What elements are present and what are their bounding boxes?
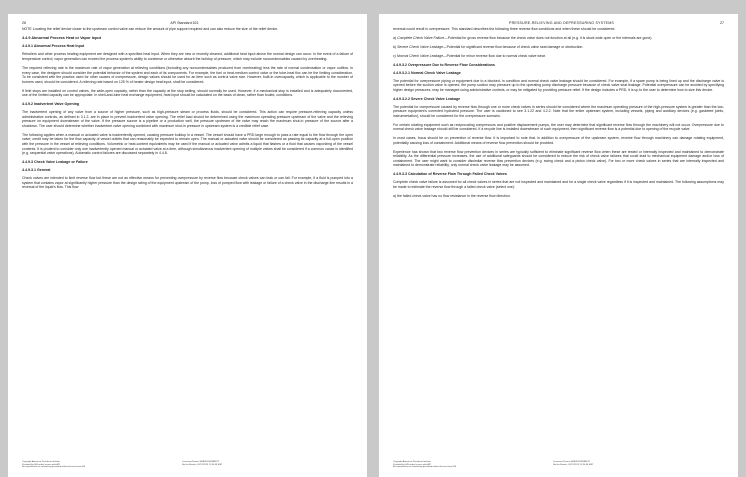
subsection-heading: 4.4.9.3 Check Valve Leakage or Failure [22, 160, 88, 165]
list-item-term: a) Complete Check Valve Failure [393, 35, 445, 40]
left-page [8, 14, 367, 477]
paragraph: The inadvertent opening of any valve from a source of higher pressure, such as high-pressure steam or process fluids, should be considered. This action can require pressure-relieving capacity unless administrative controls, as defined in 3.1.2, are in place to prevent inadvertent valve opening. The relief load should be determined using the maximum operating pressure upstream of the valve and the relieving pressure on equipment downstream of the valve. If the pressure source is a pipeline or a production well, the pressure upstream of the valve may reach the maximum shut-in pressure of the source after a shutdown. The user should determine whether inadvertent valve opening combined with maximum shut-in pressure in upstream system is a credible relief case. [22, 110, 353, 128]
page-number: 27 [720, 21, 724, 25]
paragraph: The potential for overpressure piping or equipment due to a blocked- in condition and normal check valve leakage should be considered. For example, if a spare pump is being lined up and the discharge valve is opened before the suction valve is opened, the pump suction may pressure up to the operating pump discharge pressure because of check valve seat leakage. Potential overpressure can be avoided by specifying higher design pressures, may be managed using administrative controls, or may be mitigated by providing pressure relief. If the design includes a PRD, it is up to the user to determine how to size this device. [393, 78, 724, 92]
paragraph: The potential for overpressure caused by reverse flow through one or more check valves in series should be considered where the maximum operating pressure of the high-pressure system is greater than the low-pressure equipment's corrected hydrotest pressure. The user is cautioned to see 3.1.22 and 4.2.2. Note that the entire upstream system, including vessels, piping and auxiliary devices (e.g. gasketed joints, instrumentation), should be considered for the overpressure scenario. [393, 104, 724, 118]
subsection-heading: 4.4.9.1 Abnormal Process Heat Input [22, 44, 85, 49]
footer-license: Licensee=Pemex-SMB/3024/08888TT Not for Resale, 02/12/2015 12:34:58 MST [553, 460, 594, 466]
list-item-term: b) Severe Check Valve Leakage [393, 44, 444, 49]
paragraph: In most cases, focus should be on prevention of reverse flow. It is important to note that, in addition to overpressure of the upstream system, reverse flow through machinery can damage rotating equipment, potentially causing loss of containment. Additional means of reverse flow prevention should be provided. [393, 136, 724, 145]
subsection-heading: 4.4.9.2 Inadvertent Valve Opening [22, 102, 80, 107]
page-body [22, 27, 353, 190]
subsection-heading: 4.4.9.3.1 General [22, 168, 51, 173]
running-title: PRESSURE-RELIEVING AND DEPRESSURING SYSTEMS [508, 21, 615, 25]
running-title: API Standard 521 [170, 21, 199, 25]
list-item-text: —Potential for gross reverse flow because the check valve does not function at all (e.g. it is stuck wide open or the internals are gone). [444, 35, 653, 40]
paragraph: Complete check valve failure is assumed for all check valves in series that are not inspected and maintained and for a single check valve regardless if it is inspected and maintained. The following assumptions may be made to estimate the reverse flow through a failed check valve (select one): [393, 180, 724, 189]
subsection-heading: 4.4.9.3.2 Overpressure Due to Reverse Flow Considerations [393, 62, 495, 67]
paragraph: The following applies when a manual or actuated valve is inadvertently opened, causing pressure buildup in a vessel. The vessel should have a PRD large enough to pass a rate equal to the flow through the open valve; credit may be taken for the flow capacity of vessel outlets that can reasonably be expected to remain open. The manual or actuated valve should be considered as passing its capacity at a full-open position with the pressure in the vessel at relieving conditions. Volumetric or heat-content equivalents may be used if the manual or actuated valve admits a liquid that flashes or a fluid that causes vaporizing of the vessel contents. It is prudent to consider only one inadvertently opened manual or actuated valve at a time, although simultaneous inadvertent opening of multiple valves shall be considered if a common cause is identified (e.g. sequential valve operations). Automatic control failures are discussed separately in 4.4.8. [22, 132, 353, 156]
page-body [393, 27, 724, 198]
right-page [379, 14, 738, 477]
list-item-text: —Potential for minor reverse flow due to normal check valve wear. [443, 53, 546, 58]
footer-copyright: Copyright American Petroleum Institute Provided by IHS under license with API No reproduction or networking permitted without license from IHS [22, 460, 86, 469]
footer-license: Licensee=Pemex-SMB/3024/08888TT Not for Resale, 02/12/2015 12:34:58 MST [182, 460, 223, 466]
paragraph: Check valves are intended to limit reverse flow but these are not an effective means for preventing overpressure by reverse flow because check valves can leak or can fail. For example, if a fluid is pumped into a system that contains vapor at significantly higher pressure than the design rating of the equipment upstream of the pump, loss of pumped flow with leakage or failure of a check valve in the discharge line results in a reversal of the liquid's flow. This flow [22, 176, 353, 190]
paragraph: If limit stops are installed on control valves, the wide-open capacity, rather than the capacity at the stop setting, should normally be used. However, if a mechanical stop is installed and is adequately documented, use of the limited capacity can be appropriate. In shell-and-tube heat exchange equipment, heat input should be calculated on the basis of clean, rather than fouled, conditions. [22, 88, 353, 98]
page-gap [367, 14, 379, 477]
list-item [393, 36, 724, 41]
page-footer [22, 461, 353, 469]
list-item [393, 54, 724, 59]
paragraph: Reboilers and other process heating equipment are designed with a specified heat input. When they are new or recently cleaned, additional heat input above the normal design can occur. In the event of a failure of temperature control, vapor generation can exceed the process system's ability to condense or otherwise absorb the buildup of pressure, which may include noncondensables caused by overheating. [22, 52, 353, 62]
paragraph: a) the failed check valve has no flow resistance in the reverse flow direction. [393, 193, 511, 198]
note-paragraph: NOTE Locating the relief device closer to the upstream control valve can reduce the amount of pipe support required and can also reduce the size of the relief device. [22, 27, 279, 31]
subsection-heading: 4.4.9.3.2.2 Severe Check Valve Leakage [393, 96, 461, 101]
paragraph: reversal could result in overpressure. This standard describes the following three reverse flow conditions and when these should be considered. [393, 27, 616, 31]
section-heading: 4.4.9 Abnormal Process Heat or Vapor Input [22, 35, 101, 40]
subsection-heading: 4.4.9.3.3 Calculation of Reverse Flow Through Failed Check Valves [393, 172, 507, 177]
paragraph: Experience has shown that two reverse flow prevention devices in series are typically sufficient to eliminate significant reverse flow when these are tested or internally inspected and maintained to demonstrate reliability. As the differential pressure increases, the use of additional safeguards should be considered to reduce the risk of check valve failures that could lead to mechanical equipment damage and/or loss of containment. The user might want to consider dissimilar reverse flow prevention devices (e.g. swing check and a piston check valve). For two or more check valves in series that are internally inspected and maintained to demonstrate reliability, only normal check valve leakage may be assumed. [393, 149, 724, 168]
page-footer [393, 461, 724, 469]
paragraph: The required relieving rate is the maximum rate of vapor generation at relieving conditions (including any noncondensables produced from overheating) less the rate of normal condensation or vapor outflow. In every case, the designer should consider the potential behavior of the system and each of its components. For example, the fuel or heat-medium control valve or the tube-heat flux can be the limiting consideration. To be consistent with the practice used for other causes of overpressure, design values should be used for an item such as control valve size. However, built-in overcapacity, which is applicable to the number of burners used, should be considered. A relieving rate based on 125 % of heater design heat input, shall be considered. [22, 65, 353, 84]
list-item-text: —Potential for significant reverse flow because of check valve seat damage or obstruction. [443, 44, 584, 49]
subsection-heading: 4.4.9.3.2.1 Normal Check Valve Leakage [393, 70, 461, 75]
paragraph: For certain rotating equipment such as reciprocating compressors and positive displacement pumps, the user may determine that significant reverse flow through the machinery will not occur. Overpressure due to normal check valve leakage should still be considered. If a recycle line is installed downstream of such equipment, then significant reverse flow is a potential due to opening of the recycle valve. [393, 122, 724, 132]
page-number: 26 [22, 21, 26, 25]
footer-copyright: Copyright American Petroleum Institute Provided by IHS under license with API No reproduction or networking permitted without license from IHS [393, 460, 457, 469]
list-item [393, 45, 724, 50]
list-item-term: c) Normal Check Valve Leakage [393, 53, 444, 58]
